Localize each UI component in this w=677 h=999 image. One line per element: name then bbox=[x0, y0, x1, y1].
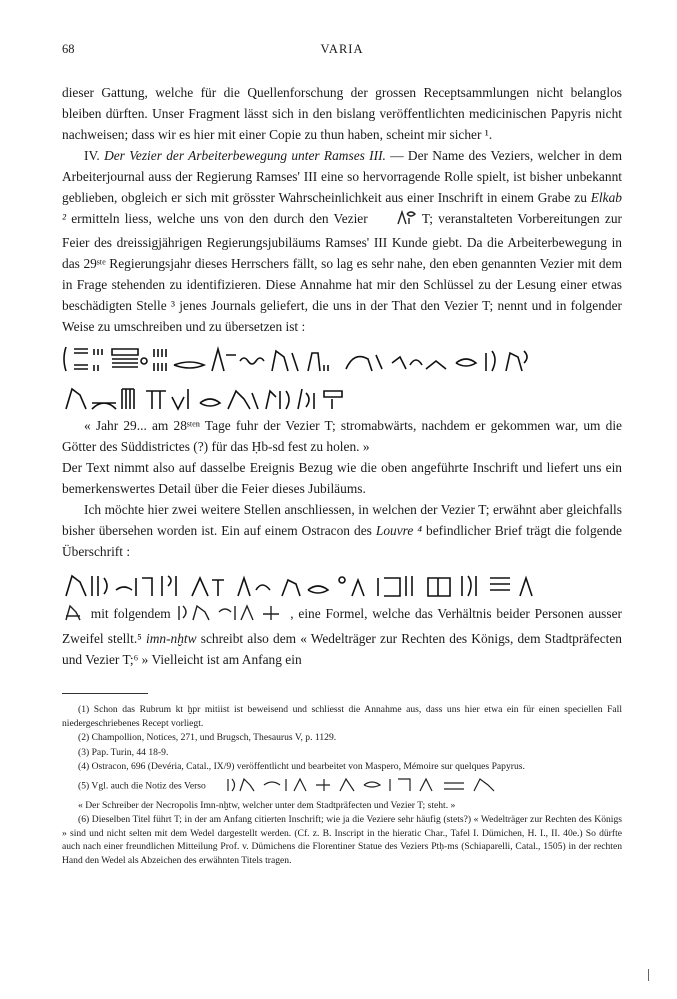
page-number: 68 bbox=[62, 42, 75, 56]
footnote-4: (4) Ostracon, 696 (Devéria, Catal., IX/9) veröffentlicht und bearbeitet von Maspero, Mémoire sur quelques Papyrus. bbox=[78, 761, 525, 773]
footnote-5: (5) Vgl. auch die Notiz des Verso bbox=[62, 775, 622, 798]
footnote-1: (1) Schon das Rubrum kt ḫpr mitiist ist beweisend und schliesst die Annahme aus, dass uns hier etwa ein für einen speciellen Fall niedergeschriebenes Recept vorliegt. bbox=[62, 704, 622, 729]
footnote-6: (6) Dieselben Titel führt T; in der am Anfang citierten Inschrift; wie ja die Veziere sehr häufig (stets?) « Wedelträger zur Rechten des Königs » sind und nicht selten mit dem Wedel dargestellt werden. (Cf. z. B. Inscript in the hieratic Char., Tafel I. Dümichen, H. I., II. 40e.) So dürfte auch nach einer freundlichen Mitteilung Prof. v. Dümichens die Florentiner Statue des Veziers Ptḥ-ms (Schiaparelli, Catal., 1505) in der rechten Hand den Wedel als Abzeichen des erwähnten Titels tragen. bbox=[62, 814, 622, 866]
hieroglyph-line-3 bbox=[62, 566, 622, 600]
hieroglyph-line-1 bbox=[62, 341, 622, 375]
running-title: VARIA bbox=[320, 42, 364, 56]
footnote-rule bbox=[62, 693, 148, 694]
translation-quote: « Jahr 29... am 28ˢᵗᵉⁿ Tage fuhr der Vezier T; stromabwärts, nachdem er gekommen war, um die Götter des Süddistrictes (?) für das Ḥb-sd fest zu holen. » bbox=[62, 418, 622, 454]
paragraph-4: Ich möchte hier zwei weitere Stellen anschliessen, in welchen der Vezier T; erwähnt aber gleichfalls bisher übersehen worden ist. Ein auf einem Ostracon des Louvre ⁴ befindlicher Brief trägt die folgende Überschrift : bbox=[62, 502, 622, 559]
hieroglyph-text-row bbox=[62, 383, 622, 413]
paragraph-1: dieser Gattung, welche für die Quellenforschung der grossen Receptsammlungen nicht belanglos bleiben dürften. Unser Fragment lässt sich in den bislang veröffentlichten medicinischen Papyris nicht nachweisen; dass wir es hier mit einer Copie zu thun haben, scheint mir sicher ¹. bbox=[62, 85, 622, 142]
section-number: IV. bbox=[84, 148, 100, 163]
paragraph-3: Der Text nimmt also auf dasselbe Ereignis Bezug wie die oben angeführte Inschrift und liefert uns ein bemerkenswertes Detail über die Feier dieses Jubiläums. bbox=[62, 460, 622, 496]
main-text bbox=[62, 82, 622, 670]
paragraph-4-continued: mit folgendem , eine Formel, welche das Verhältnis beider Personen ausser Zweifel stellt.⁵ imn-nḫtw schreibt also dem « Wedelträger zur Rechten des Königs, dem Stadtpräfecten und Vezier T;⁶ » Vielleicht ist am Anfang ein bbox=[62, 602, 622, 670]
hieroglyph-text-row bbox=[62, 343, 622, 375]
hieroglyph-text-row bbox=[62, 570, 622, 600]
footnotes bbox=[62, 703, 622, 869]
paragraph-2: IV. Der Vezier der Arbeiterbewegung unter Ramses III. — Der Name des Veziers, welcher in dem Arbeiterjournal auss der Regierung Ramses' III eine so hervorragende Rolle spielt, ist bisher unbekannt geblieben, obgleich er sich mit grösster Wahrscheinlichkeit aus einer Inschrift in einem Grabe zu Elkab ² ermitteln liess, welche uns von den durch den Vezier T; veranstalteten Vorbereitungen zur Feier des dreissigjährigen Regierungsjubiläums Ramses' III Kunde giebt. Da die Arbeiterbewegung in das 29ˢᵗᵉ Regierungsjahr dieses Herrschers fällt, so lag es sehr nahe, den eben genannten Vezier mit dem in Frage stehenden zu identifizieren. Diese Annahme hat mir den Schlüssel zu der Lesung einer etwas beschädigten Stelle ³ jenes Journals geliefert, die uns in der That den Vezier T; nennt und in folgender Weise zu umschreiben und zu übersetzen ist : bbox=[62, 148, 622, 334]
page-corner-mark bbox=[640, 969, 649, 981]
footnote-2: (2) Champollion, Notices, 271, und Brugsch, Thesaurus V, p. 1129. bbox=[78, 732, 337, 744]
footnote-5-translation: « Der Schreiber der Necropolis Imn-nḫtw, welcher unter dem Stadtpräfecten und Vezier T; steht. » bbox=[78, 799, 456, 811]
verso-hieroglyphs bbox=[208, 775, 524, 798]
hieroglyph-line-2 bbox=[62, 379, 622, 413]
section-title: Der Vezier der Arbeiterbewegung unter Ramses III. bbox=[104, 148, 386, 163]
formula-glyphs bbox=[175, 602, 285, 628]
vizier-name-glyph bbox=[373, 208, 417, 232]
footnote-3: (3) Pap. Turin, 44 18-9. bbox=[78, 746, 169, 758]
running-header bbox=[62, 42, 622, 58]
scribe-glyph bbox=[62, 602, 86, 628]
